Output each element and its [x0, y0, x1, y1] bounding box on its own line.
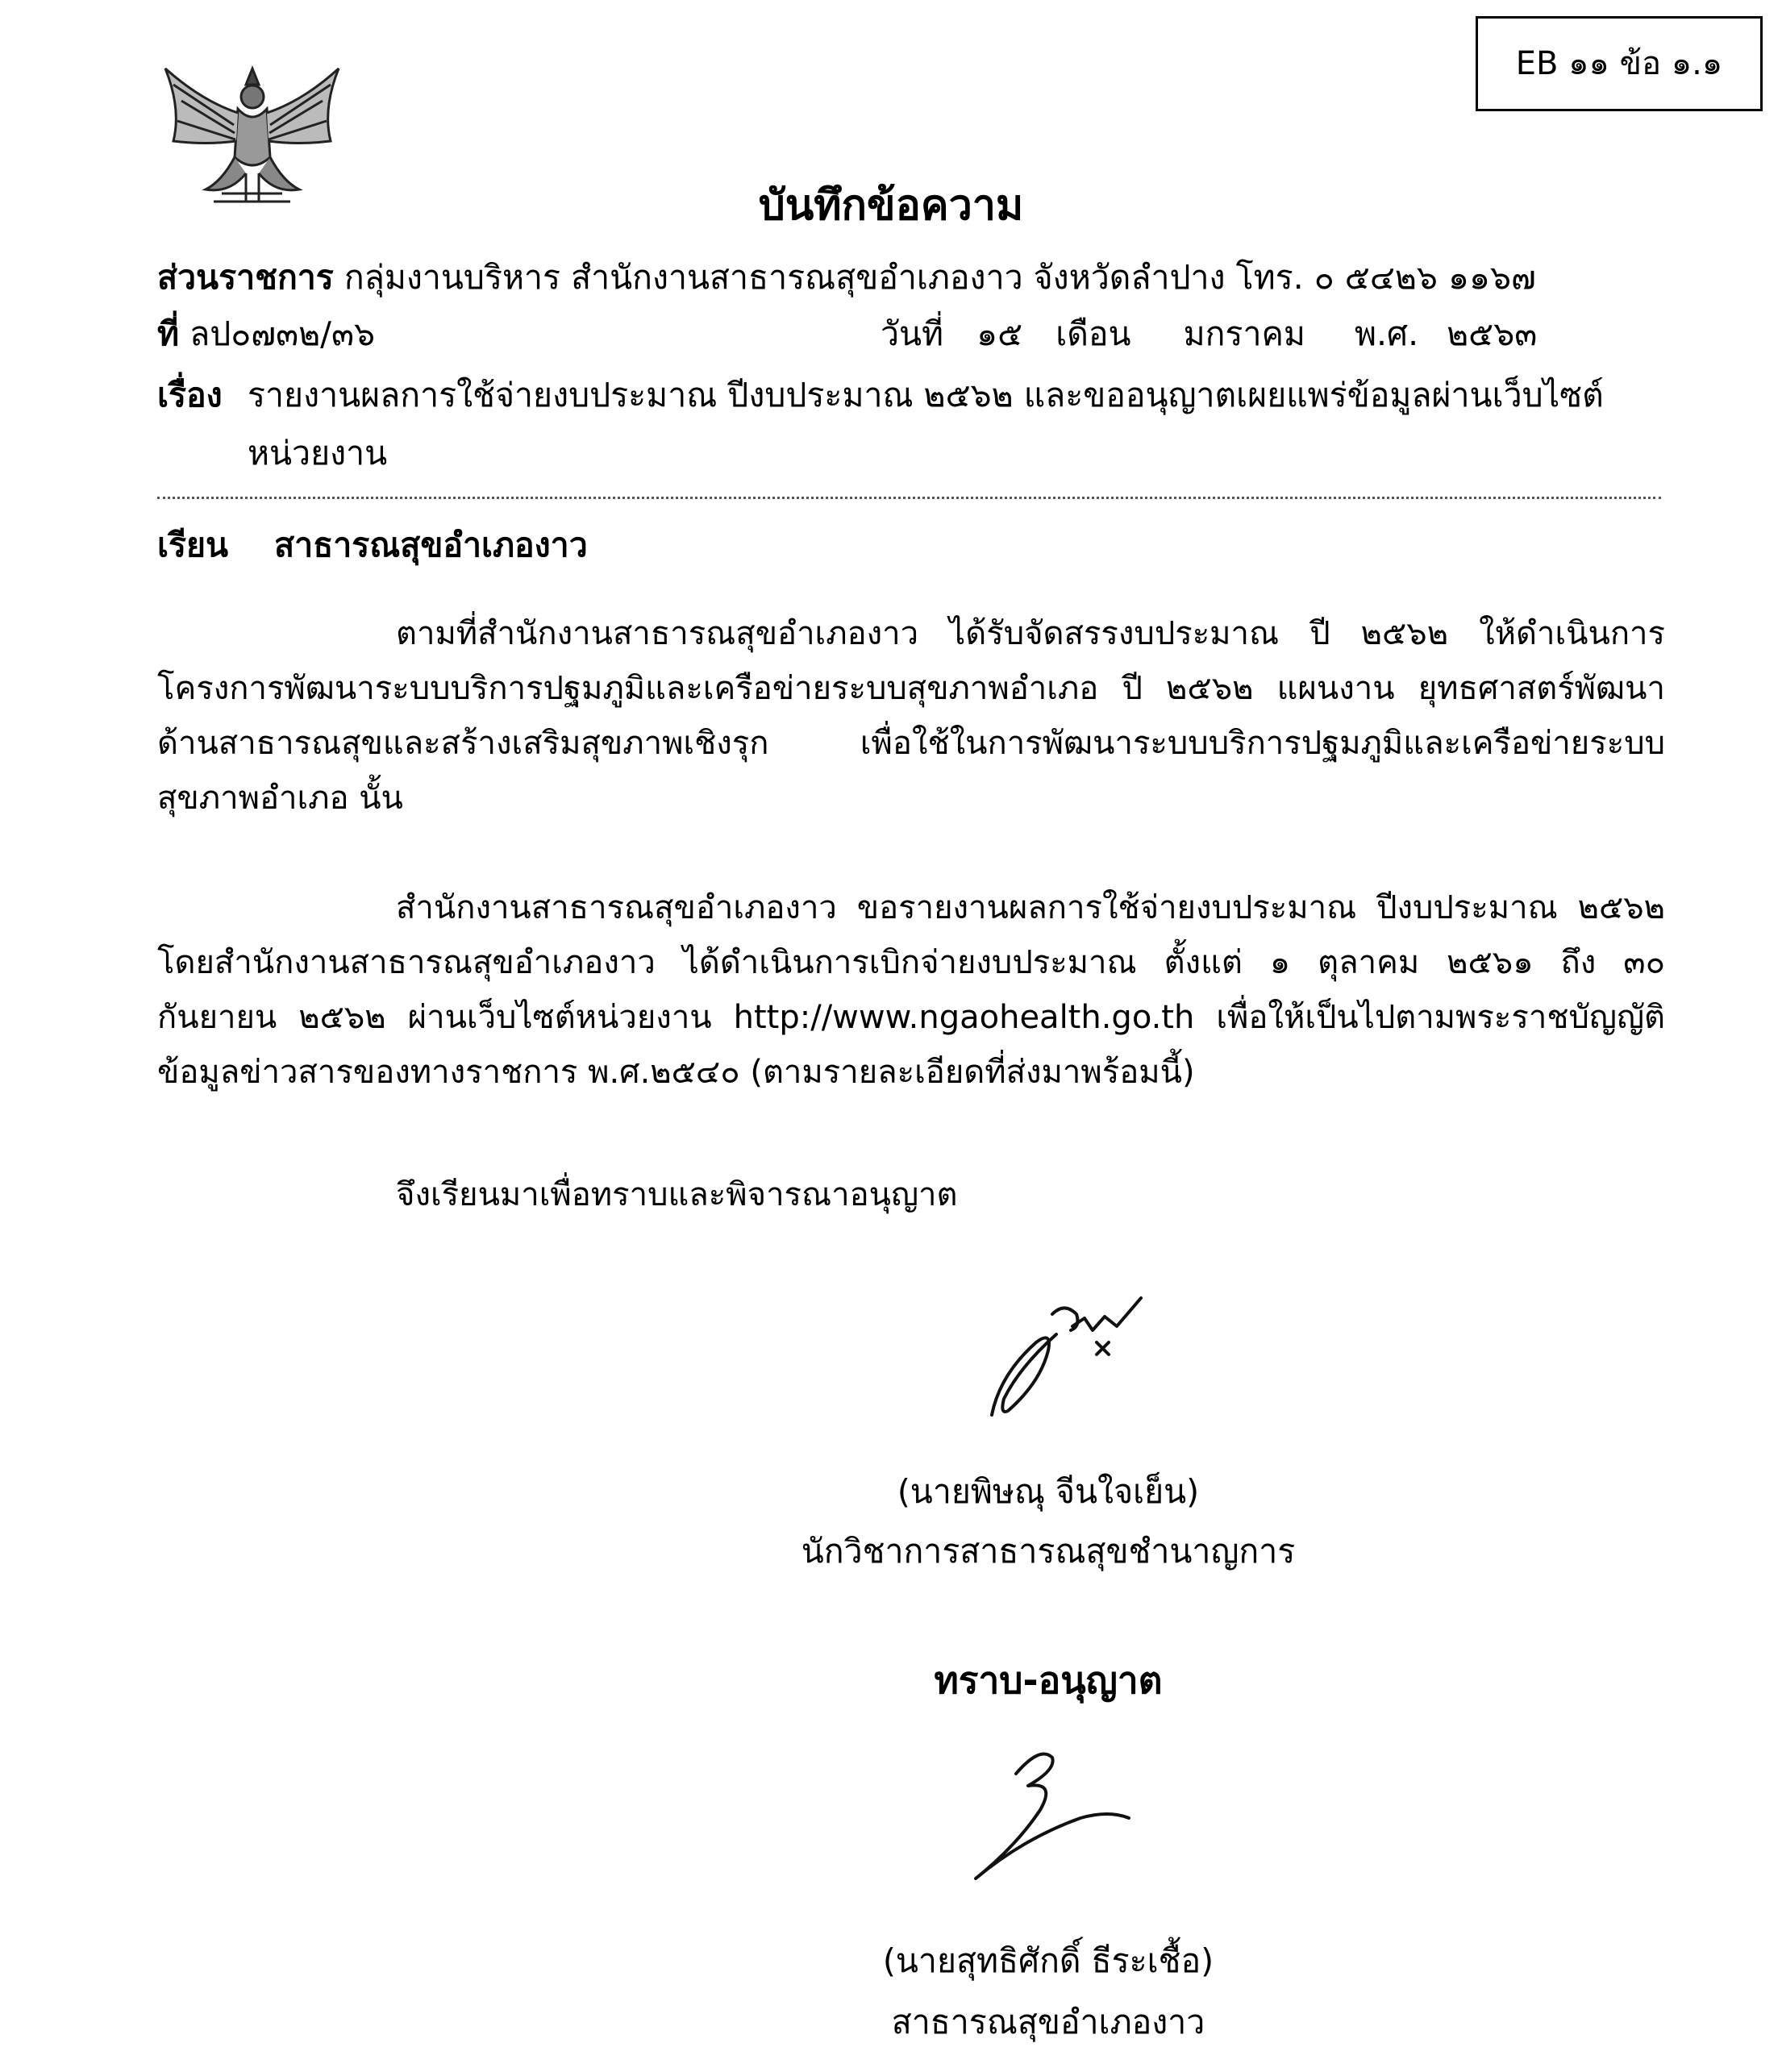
date-month-label: เดือน: [1055, 314, 1131, 353]
agency-value: กลุ่มงานบริหาร สำนักงานสาธารณสุขอำเภองาว จังหวัดลำปาง โทร. ๐ ๕๔๒๖ ๑๑๖๗: [343, 258, 1536, 297]
date-label: วันที่: [881, 314, 944, 353]
signer-1-name: (นายพิษณุ จีนใจเย็น): [897, 1472, 1200, 1511]
subject-text-line2: หน่วยงาน: [248, 434, 388, 472]
signer-1-position: นักวิชาการสาธารณสุขชำนาญการ: [801, 1532, 1296, 1571]
approval-text: ทราบ-อนุญาต: [934, 1658, 1163, 1702]
salutation-label: เรียน: [157, 526, 229, 564]
signer-2-name: (นายสุทธิศักดิ์ ธีระเชื้อ): [882, 1941, 1214, 1980]
signature-2-image: [968, 1741, 1137, 1883]
date-line: [881, 308, 1537, 360]
salutation-line: [157, 519, 588, 572]
date-year-label: พ.ศ.: [1354, 314, 1419, 353]
body-paragraph-2: สำนักงานสาธารณสุขอำเภองาว ขอรายงานผลการใช้จ่ายงบประมาณ ปีงบประมาณ ๒๕๖๒ โดยสำนักงานสาธารณสุขอำเภองาว ได้ดำเนินการเบิกจ่ายงบประมาณ ตั้งแต่ ๑ ตุลาคม ๒๕๖๑ ถึง ๓๐ กันยายน ๒๕๖๒ ผ่านเว็บไซต์หน่วยงาน http://www.ngaohealth.go.th เพื่อให้เป็นไปตามพระราชบัญญัติข้อมูลข่าวสารของทางราชการ พ.ศ.๒๕๔๐ (ตามรายละเอียดที่ส่งมาพร้อมนี้): [157, 889, 1665, 1091]
reference-label: ที่: [157, 314, 180, 353]
salutation-recipient: สาธารณสุขอำเภองาว: [274, 526, 588, 564]
body-paragraph-1: ตามที่สำนักงานสาธารณสุขอำเภองาว ได้รับจัดสรรงบประมาณ ปี ๒๕๖๒ ให้ดำเนินการ โครงการพัฒนาระบบบริการปฐมภูมิและเครือข่ายระบบสุขภาพอำเภอ ปี ๒๕๖๒ แผนงาน ยุทธศาสตร์พัฒนาด้านสาธารณสุขและสร้างเสริมสุขภาพเชิงรุก เพื่อใช้ในการพัฒนาระบบบริการปฐมภูมิและเครือข่ายระบบสุขภาพอำเภอ นั้น: [157, 615, 1665, 817]
subject-line: [157, 369, 223, 422]
subject-label: เรื่อง: [157, 376, 223, 414]
document-title: บันทึกข้อความ: [758, 181, 1024, 230]
reference-line: [157, 308, 375, 360]
signature-1-image: [976, 1294, 1149, 1423]
date-day: ๑๕: [976, 314, 1023, 353]
header-divider: [157, 497, 1661, 499]
date-month: มกราคม: [1183, 314, 1305, 353]
date-year: ๒๕๖๓: [1447, 314, 1538, 353]
signer-2-position: สาธารณสุขอำเภองาว: [891, 2003, 1205, 2041]
closing-paragraph: จึงเรียนมาเพื่อทราบและพิจารณาอนุญาต: [396, 1176, 958, 1213]
agency-label: ส่วนราชการ: [157, 258, 334, 297]
agency-line: [157, 252, 1536, 304]
reference-value: ลป๐๗๓๒/๓๖: [189, 314, 376, 353]
subject-text-line1: รายงานผลการใช้จ่ายงบประมาณ ปีงบประมาณ ๒๕๖๒ และขออนุญาตเผยแพร่ข้อมูลผ่านเว็บไซต์: [248, 376, 1604, 414]
document-code-box: EB ๑๑ ข้อ ๑.๑: [1476, 16, 1763, 111]
